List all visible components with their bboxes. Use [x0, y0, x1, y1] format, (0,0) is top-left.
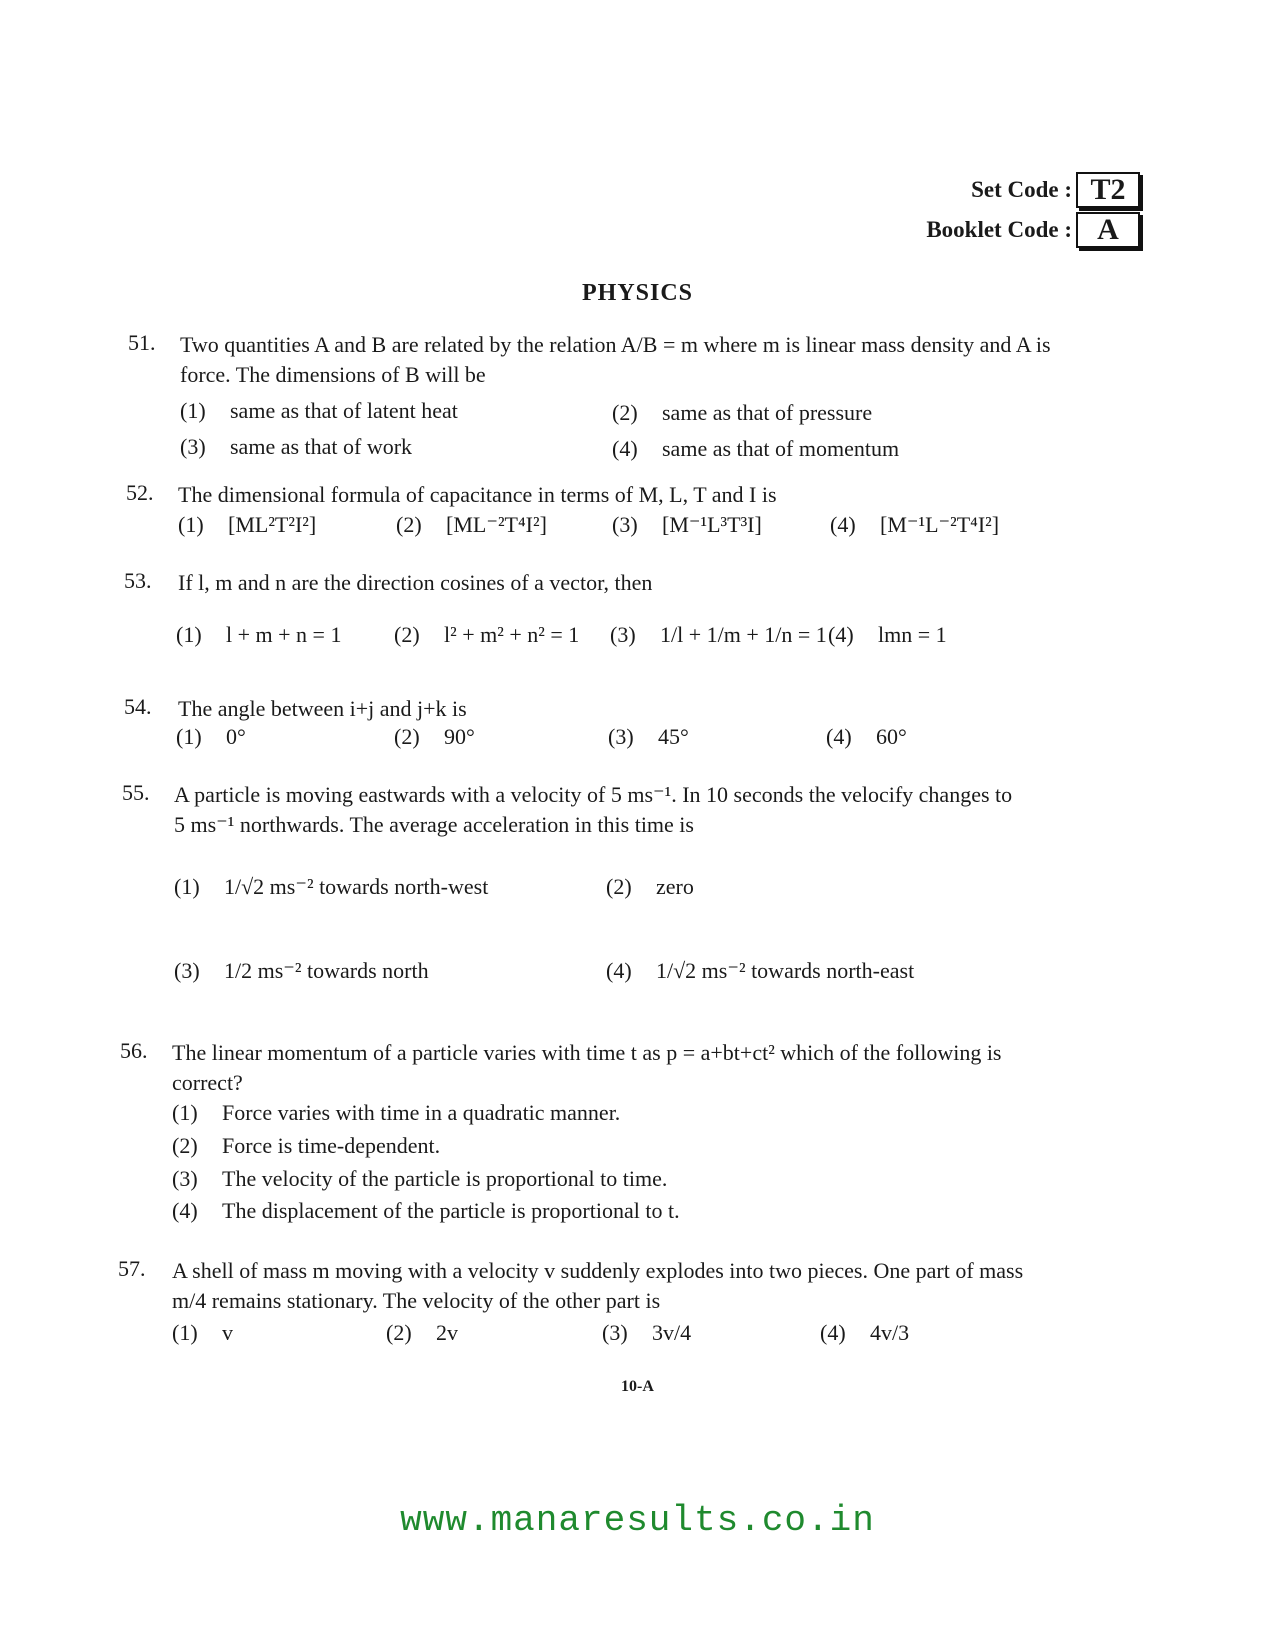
option-4[interactable]: (4) 60°	[826, 724, 907, 749]
option-2[interactable]: (2) 2v	[386, 1320, 458, 1345]
booklet-code-value: A	[1076, 212, 1140, 248]
option-4[interactable]: (4) same as that of momentum	[612, 436, 900, 461]
question-number: 54.	[124, 694, 152, 719]
page-number: 10-A	[621, 1378, 654, 1395]
option-1[interactable]: (1) v	[172, 1320, 233, 1345]
question-text-line-1: Two quantities A and B are related by the relation A/B = m where m is linear mass density and A is	[180, 332, 1051, 357]
question-text	[172, 1038, 1132, 1098]
booklet-code-label: Booklet Code :	[926, 217, 1072, 242]
question-number: 55.	[122, 780, 150, 805]
question-text-line-2: correct?	[172, 1070, 243, 1095]
set-code-row	[971, 172, 1140, 208]
option-3[interactable]: (3) 3v/4	[602, 1320, 692, 1345]
question-text-line-1: A particle is moving eastwards with a velocity of 5 ms⁻¹. In 10 seconds the velocify changes to	[174, 782, 1013, 807]
question-text: The dimensional formula of capacitance in terms of M, L, T and I is	[178, 482, 777, 507]
option-3[interactable]: (3) 1/l + 1/m + 1/n = 1	[610, 622, 827, 647]
option-4[interactable]: (4) 4v/3	[820, 1320, 910, 1345]
question-text: The angle between i+j and j+k is	[178, 696, 467, 721]
option-4[interactable]: (4) [M⁻¹L⁻²T⁴I²]	[830, 512, 1000, 537]
question-number: 57.	[118, 1256, 146, 1281]
option-3[interactable]: (3) 1/2 ms⁻² towards north	[174, 958, 429, 983]
question-number: 56.	[120, 1038, 148, 1063]
option-1[interactable]: (1) l + m + n = 1	[176, 622, 342, 647]
question-number: 51.	[128, 330, 156, 355]
option-3[interactable]: (3) 45°	[608, 724, 689, 749]
set-code-label: Set Code :	[971, 177, 1072, 202]
question-number: 52.	[126, 480, 154, 505]
option-1[interactable]: (1) 1/√2 ms⁻² towards north-west	[174, 874, 489, 899]
option-2[interactable]: (2) zero	[606, 874, 694, 899]
option-2[interactable]: (2) l² + m² + n² = 1	[394, 622, 580, 647]
option-2[interactable]: (2) Force is time-dependent.	[172, 1133, 441, 1158]
set-code-value: T2	[1076, 172, 1140, 208]
question-number: 53.	[124, 568, 152, 593]
code-block	[740, 172, 1140, 262]
question-text-line-2: force. The dimensions of B will be	[180, 362, 486, 387]
question-text-line-2: 5 ms⁻¹ northwards. The average acceleration in this time is	[174, 812, 694, 837]
option-2[interactable]: (2) [ML⁻²T⁴I²]	[396, 512, 547, 537]
question-text-line-1: The linear momentum of a particle varies with time t as p = a+bt+ct² which of the following is	[172, 1040, 1002, 1065]
option-3[interactable]: (3) same as that of work	[180, 434, 413, 459]
question-text: If l, m and n are the direction cosines of a vector, then	[178, 570, 653, 595]
option-4[interactable]: (4) The displacement of the particle is proportional to t.	[172, 1198, 680, 1223]
option-1[interactable]: (1) [ML²T²I²]	[178, 512, 317, 537]
section-title: PHYSICS	[581, 280, 694, 306]
option-2[interactable]: (2) same as that of pressure	[612, 400, 873, 425]
question-text-line-1: A shell of mass m moving with a velocity v suddenly explodes into two pieces. One part of mass	[172, 1258, 1024, 1283]
option-1[interactable]: (1) Force varies with time in a quadratic manner.	[172, 1100, 621, 1125]
question-text	[172, 1256, 1132, 1316]
footer-url[interactable]: www.manaresults.co.in	[400, 1500, 875, 1541]
option-1[interactable]: (1) same as that of latent heat	[180, 398, 458, 423]
question-text	[174, 780, 1134, 840]
option-2[interactable]: (2) 90°	[394, 724, 475, 749]
option-3[interactable]: (3) [M⁻¹L³T³I]	[612, 512, 762, 537]
booklet-code-row	[926, 212, 1140, 248]
question-text	[180, 330, 1140, 390]
option-1[interactable]: (1) 0°	[176, 724, 246, 749]
option-3[interactable]: (3) The velocity of the particle is proportional to time.	[172, 1166, 668, 1191]
option-4[interactable]: (4) lmn = 1	[828, 622, 947, 647]
question-text-line-2: m/4 remains stationary. The velocity of the other part is	[172, 1288, 661, 1313]
option-4[interactable]: (4) 1/√2 ms⁻² towards north-east	[606, 958, 915, 983]
